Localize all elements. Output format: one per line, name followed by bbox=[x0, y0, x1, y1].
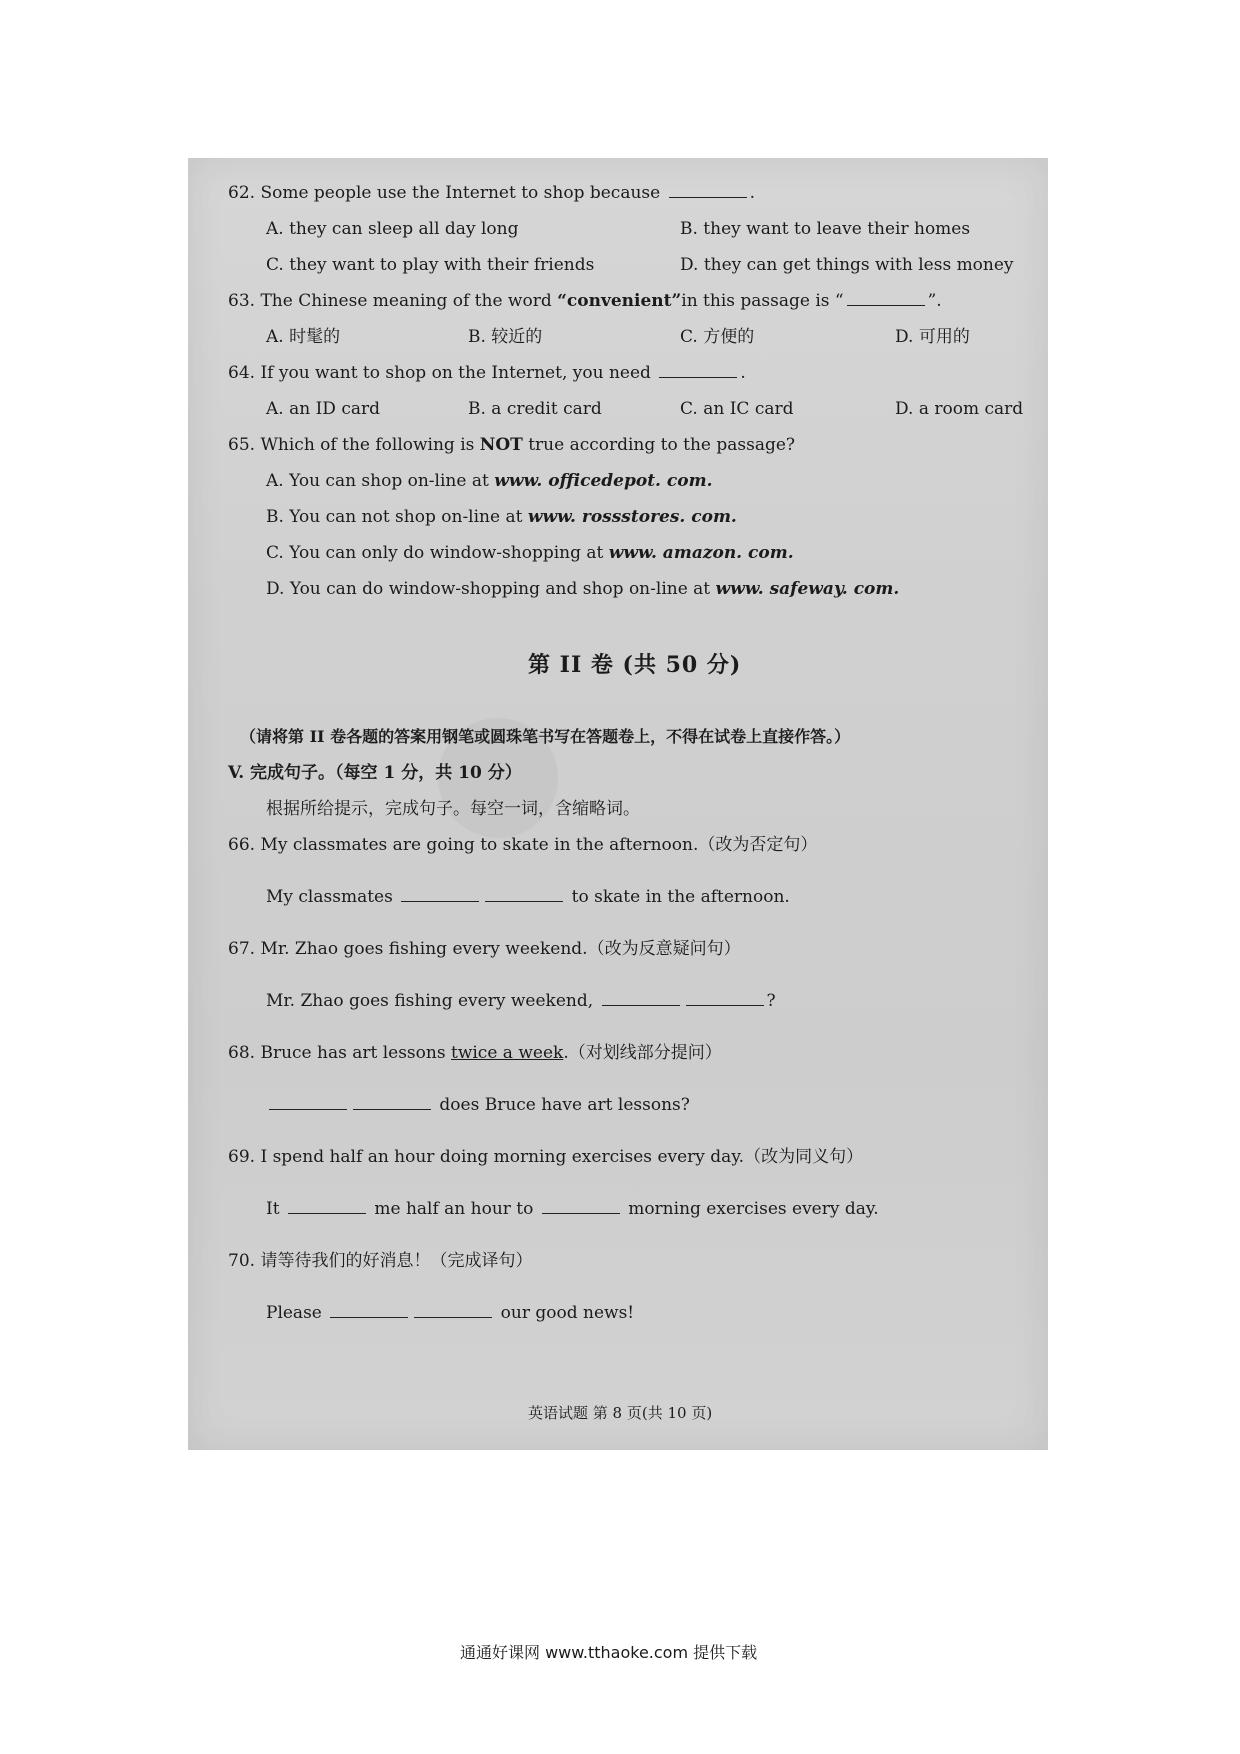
question-70 bbox=[228, 1250, 532, 1272]
answer-text: Please bbox=[266, 1303, 322, 1323]
part-instruction: 根据所给提示，完成句子。每空一词，含缩略词。 bbox=[266, 799, 640, 819]
answer-blank bbox=[659, 363, 737, 378]
question-stem: 请等待我们的好消息！（完成译句） bbox=[260, 1251, 533, 1271]
question-62 bbox=[228, 182, 755, 204]
answer-line-66 bbox=[266, 886, 790, 908]
question-63 bbox=[228, 290, 942, 312]
underlined-phrase: twice a week bbox=[450, 1043, 564, 1063]
question-64 bbox=[228, 362, 746, 384]
question-number: 62. bbox=[228, 183, 256, 203]
answer-text: me half an hour to bbox=[374, 1199, 534, 1219]
option-url: www. amazon. com. bbox=[608, 543, 794, 563]
option-63-c: C. 方便的 bbox=[680, 327, 755, 347]
question-stem-end: in this passage is “ bbox=[681, 291, 844, 311]
option-62-a: A. they can sleep all day long bbox=[266, 219, 519, 239]
question-stem: Bruce has art lessons bbox=[260, 1043, 446, 1063]
punctuation: . bbox=[749, 183, 755, 203]
question-number: 64. bbox=[228, 363, 256, 383]
question-number: 67. bbox=[228, 939, 256, 959]
question-number: 65. bbox=[228, 435, 256, 455]
option-64-d: D. a room card bbox=[895, 399, 1024, 419]
section-title: 第 II 卷 (共 50 分) bbox=[528, 652, 742, 678]
answer-text: Mr. Zhao goes fishing every weekend, bbox=[266, 991, 594, 1011]
question-68 bbox=[228, 1042, 722, 1064]
option-url: www. officedepot. com. bbox=[494, 471, 713, 491]
question-65 bbox=[228, 434, 795, 456]
option-65-b bbox=[266, 506, 737, 528]
answer-blank bbox=[288, 1199, 366, 1214]
answer-text: morning exercises every day. bbox=[628, 1199, 879, 1219]
section-note: （请将第 II 卷各题的答案用钢笔或圆珠笔书写在答题卷上，不得在试卷上直接作答。） bbox=[240, 727, 851, 746]
option-url: www. rossstores. com. bbox=[527, 507, 737, 527]
question-stem-end: .（对划线部分提问） bbox=[563, 1043, 722, 1063]
question-stem: My classmates are going to skate in the afternoon.（改为否定句） bbox=[260, 835, 818, 855]
answer-text: does Bruce have art lessons? bbox=[439, 1095, 690, 1115]
option-62-d: D. they can get things with less money bbox=[680, 255, 1014, 275]
answer-text: My classmates bbox=[266, 887, 393, 907]
option-62-c: C. they want to play with their friends bbox=[266, 255, 595, 275]
page-footer: 英语试题 第 8 页(共 10 页) bbox=[528, 1404, 713, 1422]
answer-blank bbox=[542, 1199, 620, 1214]
answer-line-70 bbox=[266, 1302, 634, 1324]
option-64-c: C. an IC card bbox=[680, 399, 794, 419]
option-64-a: A. an ID card bbox=[266, 399, 380, 419]
option-65-a bbox=[266, 470, 713, 492]
question-stem: If you want to shop on the Internet, you need bbox=[260, 363, 651, 383]
answer-line-69 bbox=[266, 1198, 879, 1220]
punctuation: ”. bbox=[927, 291, 942, 311]
question-stem-end: true according to the passage? bbox=[528, 435, 796, 455]
answer-blank bbox=[485, 887, 563, 902]
option-65-d bbox=[266, 578, 899, 600]
site-footer: 通通好课网 www.tthaoke.com 提供下载 bbox=[460, 1643, 758, 1662]
option-62-b: B. they want to leave their homes bbox=[680, 219, 971, 239]
punctuation: . bbox=[740, 363, 746, 383]
answer-blank bbox=[414, 1303, 492, 1318]
option-63-a: A. 时髦的 bbox=[266, 327, 341, 347]
question-number: 68. bbox=[228, 1043, 256, 1063]
answer-blank bbox=[269, 1095, 347, 1110]
answer-line-67 bbox=[266, 990, 776, 1012]
answer-blank bbox=[330, 1303, 408, 1318]
option-url: www. safeway. com. bbox=[715, 579, 900, 599]
option-text: B. You can not shop on-line at bbox=[266, 507, 523, 527]
answer-blank bbox=[847, 291, 925, 306]
question-stem: Which of the following is bbox=[260, 435, 475, 455]
question-stem: Some people use the Internet to shop because bbox=[260, 183, 661, 203]
part-title: V. 完成句子。（每空 1 分，共 10 分） bbox=[228, 763, 522, 783]
option-text: A. You can shop on-line at bbox=[266, 471, 489, 491]
question-number: 70. bbox=[228, 1251, 256, 1271]
answer-text: It bbox=[266, 1199, 280, 1219]
question-67 bbox=[228, 938, 741, 960]
question-stem: I spend half an hour doing morning exercises every day.（改为同义句） bbox=[260, 1147, 864, 1167]
answer-blank bbox=[686, 991, 764, 1006]
keyword-not: NOT bbox=[479, 435, 523, 455]
answer-blank bbox=[669, 183, 747, 198]
question-stem: The Chinese meaning of the word bbox=[260, 291, 552, 311]
option-63-d: D. 可用的 bbox=[895, 327, 970, 347]
question-number: 66. bbox=[228, 835, 256, 855]
option-64-b: B. a credit card bbox=[468, 399, 602, 419]
question-69 bbox=[228, 1146, 863, 1168]
option-text: D. You can do window-shopping and shop on-line at bbox=[266, 579, 711, 599]
question-number: 69. bbox=[228, 1147, 256, 1167]
answer-blank bbox=[353, 1095, 431, 1110]
answer-line-68 bbox=[266, 1094, 690, 1116]
answer-text: to skate in the afternoon. bbox=[571, 887, 790, 907]
answer-blank bbox=[401, 887, 479, 902]
option-63-b: B. 较近的 bbox=[468, 327, 543, 347]
option-text: C. You can only do window-shopping at bbox=[266, 543, 604, 563]
question-66 bbox=[228, 834, 817, 856]
question-number: 63. bbox=[228, 291, 256, 311]
keyword: “convenient” bbox=[557, 291, 682, 311]
answer-text: our good news! bbox=[500, 1303, 635, 1323]
question-stem: Mr. Zhao goes fishing every weekend.（改为反意疑问句） bbox=[260, 939, 741, 959]
scanned-exam-page bbox=[188, 158, 1048, 1450]
answer-blank bbox=[602, 991, 680, 1006]
answer-text: ? bbox=[766, 991, 776, 1011]
option-65-c bbox=[266, 542, 794, 564]
